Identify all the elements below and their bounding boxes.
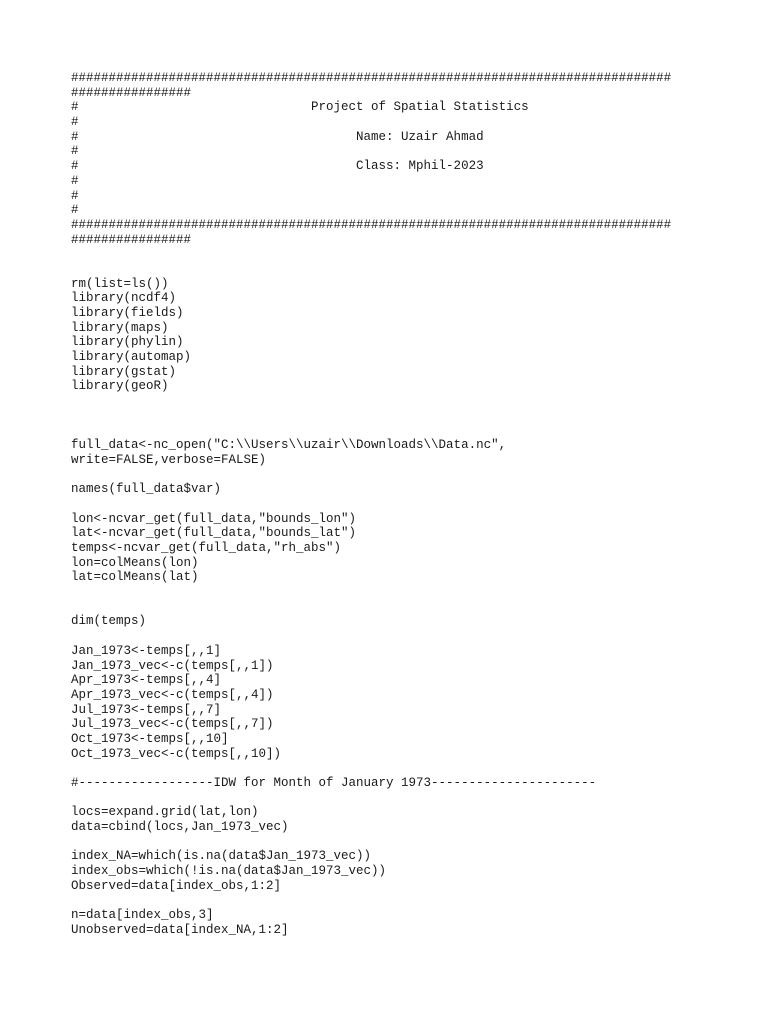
code-line — [71, 600, 731, 615]
code-line: full_data<-nc_open("C:\\Users\\uzair\\Downloads\\Data.nc", — [71, 438, 507, 453]
code-line: ################################################################################ — [71, 71, 672, 85]
code-line: # Name: Uzair Ahmad — [71, 129, 484, 144]
code-line: lon=colMeans(lon) — [71, 555, 199, 570]
code-line: Apr_1973<-temps[,,4] — [71, 673, 222, 688]
code-line: lat<-ncvar_get(full_data,"bounds_lat") — [71, 526, 357, 541]
code-line — [71, 629, 731, 644]
code-line: library(gstat) — [71, 364, 177, 379]
code-line: index_obs=which(!is.na(data$Jan_1973_vec)) — [71, 864, 387, 879]
code-line: library(ncdf4) — [71, 291, 177, 306]
code-line: lon<-ncvar_get(full_data,"bounds_lon") — [71, 511, 357, 526]
code-line: n=data[index_obs,3] — [71, 908, 214, 923]
code-line: library(phylin) — [71, 335, 184, 350]
code-line: # — [71, 144, 79, 159]
code-line: # Class: Mphil-2023 — [71, 159, 484, 174]
code-line: # — [71, 173, 79, 188]
code-line — [71, 894, 731, 909]
code-line — [71, 585, 731, 600]
code-line: Apr_1973_vec<-c(temps[,,4]) — [71, 687, 274, 702]
code-line: # — [71, 115, 79, 130]
code-line: rm(list=ls()) — [71, 276, 169, 291]
code-line — [71, 497, 731, 512]
code-line: Unobserved=data[index_NA,1:2] — [71, 922, 289, 937]
code-line: index_NA=which(is.na(data$Jan_1973_vec)) — [71, 849, 372, 864]
code-line: Observed=data[index_obs,1:2] — [71, 878, 282, 893]
code-line: ################ — [71, 85, 192, 100]
code-line: # Project of Spatial Statistics — [71, 100, 529, 115]
code-line: # — [71, 188, 79, 203]
code-line: dim(temps) — [71, 614, 147, 629]
code-line: data=cbind(locs,Jan_1973_vec) — [71, 820, 289, 835]
code-line: locs=expand.grid(lat,lon) — [71, 805, 259, 820]
code-line: Jul_1973_vec<-c(temps[,,7]) — [71, 717, 274, 732]
code-line: library(maps) — [71, 320, 169, 335]
code-line: ################################################################################ — [71, 217, 672, 232]
code-line: library(fields) — [71, 306, 184, 320]
code-line: library(geoR) — [71, 379, 169, 394]
code-line: Jan_1973_vec<-c(temps[,,1]) — [71, 658, 274, 673]
code-line: Jan_1973<-temps[,,1] — [71, 643, 222, 658]
code-line: ################ — [71, 232, 192, 247]
code-line: lat=colMeans(lat) — [71, 570, 199, 585]
code-line: library(automap) — [71, 350, 192, 365]
code-line — [71, 468, 731, 483]
code-line: Oct_1973<-temps[,,10] — [71, 731, 229, 746]
code-line — [71, 835, 731, 850]
code-line — [71, 247, 731, 262]
code-line: # — [71, 203, 79, 218]
code-line — [71, 424, 731, 439]
code-line — [71, 409, 731, 424]
code-line — [71, 394, 731, 409]
code-line — [71, 761, 731, 776]
code-line: #------------------IDW for Month of January 1973---------------------- — [71, 776, 597, 790]
code-line: Jul_1973<-temps[,,7] — [71, 702, 222, 717]
code-line: names(full_data$var) — [71, 482, 222, 497]
code-line: temps<-ncvar_get(full_data,"rh_abs") — [71, 541, 342, 555]
code-line: Oct_1973_vec<-c(temps[,,10]) — [71, 746, 282, 761]
code-line — [71, 791, 731, 806]
code-line — [71, 262, 731, 277]
code-line: write=FALSE,verbose=FALSE) — [71, 452, 267, 467]
code-listing — [71, 71, 731, 938]
